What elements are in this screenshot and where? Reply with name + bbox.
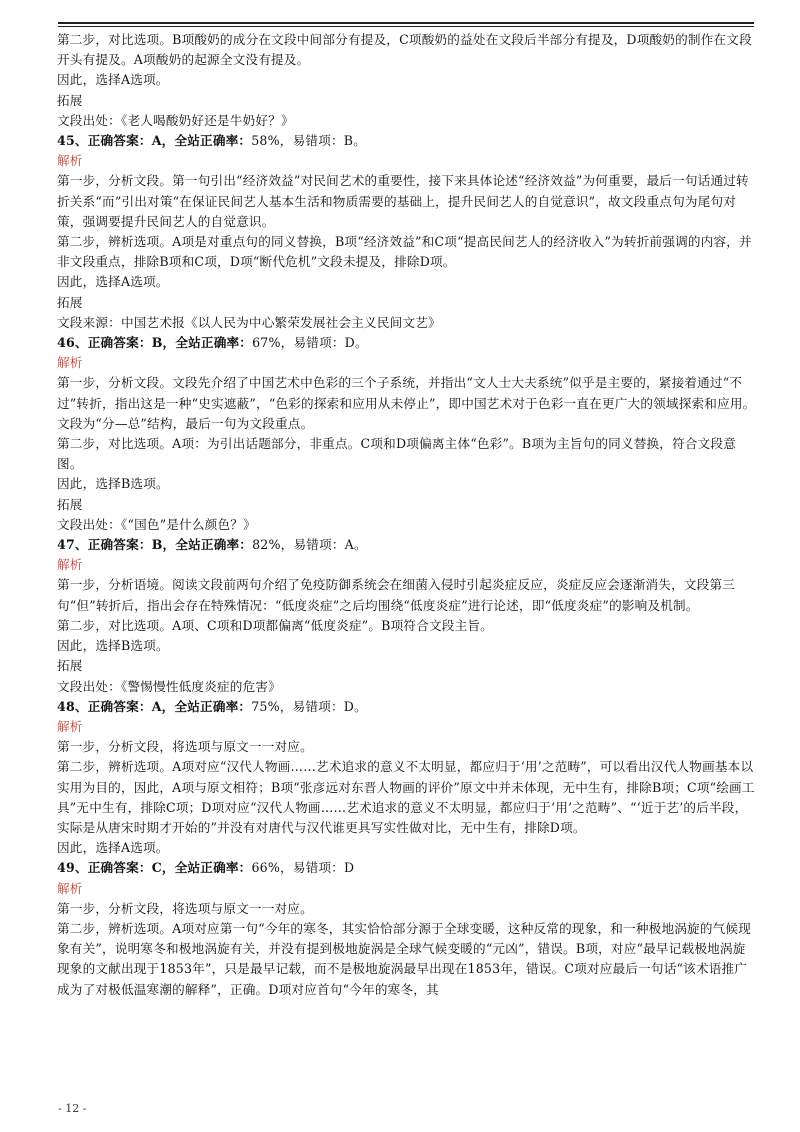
q46-answer-prefix: 46、正确答案：B，全站正确率：: [57, 335, 253, 351]
q45-analysis-label: 解析: [57, 153, 83, 169]
q44-source: 文段出处：《老人喝酸奶好还是牛奶好？》: [57, 112, 294, 128]
q47-step2: 第二步，对比选项。A项、C项和D项都偏离“低度炎症”。B项符合文段主旨。: [57, 617, 493, 633]
q48-step1: 第一步，分析文段，将选项与原文一一对应。: [57, 739, 313, 755]
q47-answer-prefix: 47、正确答案：B，全站正确率：: [57, 537, 253, 553]
q48-analysis-label: 解析: [57, 718, 83, 734]
q46-analysis-label: 解析: [57, 355, 83, 371]
q44-conclusion: 因此，选择A选项。: [57, 72, 169, 88]
q48-step2: 第二步，辨析选项。A项对应“汉代人物画……艺术追求的意义不太明显，都应归于‘用’之范畴”，可以看出汉代人物画基本以实用为目的，因此，A项与原文相符；B项“张彦远对东晋人物画的评价”原文中并未体现，无中生有，排除B项；C项“绘画工具”无中生有，排除C项；D项对应“汉代人物画……艺术追求的意义不太明显，都应归于‘用’之范畴”、“‘近于艺’的后半段，实际是从唐宋时期才开始的”并没有对唐代与汉代谁更具写实性做对比，无中生有，排除D项。: [57, 759, 755, 835]
q45-answer-rate: 58%，易错项：B。: [251, 133, 367, 149]
header-rule: [58, 22, 754, 27]
q44-step2: 第二步，对比选项。B项酸奶的成分在文段中间部分有提及，C项酸奶的益处在文段后半部分有提及，D项酸奶的制作在文段开头有提及。A项酸奶的起源全文没有提及。: [57, 32, 752, 68]
q45-conclusion: 因此，选择A选项。: [57, 274, 169, 290]
q45-answer-prefix: 45、正确答案：A，全站正确率：: [57, 133, 252, 149]
q47-extend-label: 拓展: [57, 658, 83, 674]
q48-answer-rate: 75%，易错项：D。: [251, 698, 367, 714]
q49-answer-line: [57, 858, 757, 878]
q45-answer-line: [57, 131, 757, 151]
q49-analysis-label: 解析: [57, 880, 83, 896]
q45-source: 文段来源：中国艺术报《以人民为中心繁荣发展社会主义民间文艺》: [57, 314, 441, 330]
q45-step1: 第一步，分析文段。第一句引出“经济效益”对民间艺术的重要性，接下来具体论述“经济效益”为何重要，最后一句话通过转折关系“而”引出对策“在保证民间艺人基本生活和物质需要的基础上，提升民间艺人的自觉意识”，故文段重点句为尾句对策，强调要提升民间艺人的自觉意识。: [57, 173, 749, 229]
q49-answer-prefix: 49、正确答案：C，全站正确率：: [57, 860, 252, 876]
q48-answer-line: [57, 697, 757, 717]
q46-step2: 第二步，对比选项。A项：为引出话题部分，非重点。C项和D项偏离主体“色彩”。B项为主旨句的同义替换，符合文段意图。: [57, 436, 737, 472]
q46-extend-label: 拓展: [57, 496, 83, 512]
q48-conclusion: 因此，选择A选项。: [57, 840, 169, 856]
q46-answer-line: [57, 333, 757, 353]
q49-answer-rate: 66%，易错项：D: [251, 860, 355, 876]
q46-step1: 第一步，分析文段。文段先介绍了中国艺术中色彩的三个子系统，并指出“文人士大夫系统”似乎是主要的，紧接着通过“不过”转折，指出这是一种“史实遮蔽”，“色彩的探索和应用从未停止”，即中国艺术对于色彩一直在更广大的领域探索和应用。文段为“分—总”结构，最后一句为文段重点。: [57, 375, 756, 431]
q47-answer-rate: 82%，易错项：A。: [252, 537, 367, 553]
q49-step1: 第一步，分析文段，将选项与原文一一对应。: [57, 900, 313, 916]
q46-conclusion: 因此，选择B选项。: [57, 476, 169, 492]
q48-answer-prefix: 48、正确答案：A，全站正确率：: [57, 698, 252, 714]
q47-answer-line: [57, 535, 757, 555]
q46-answer-rate: 67%，易错项：D。: [252, 335, 368, 351]
q46-source: 文段出处：《“国色”是什么颜色？》: [57, 516, 256, 532]
q49-step2: 第二步，辨析选项。A项对应第一句“今年的寒冬，其实恰恰部分源于全球变暖，这种反常的现象，和一种极地涡旋的气候现象有关”，说明寒冬和极地涡旋有关，并没有提到极地旋涡是全球气候变暖的“元凶”，错误。B项，对应“最早记载极地涡旋现象的文献出现于1853年”，只是最早记载，而不是极地旋涡最早出现在1853年，错误。C项对应最后一句话“该术语推广成为了对极低温寒潮的解释”，正确。D项对应首句“今年的寒冬，其: [57, 920, 752, 997]
q47-step1: 第一步，分析语境。阅读文段前两句介绍了免疫防御系统会在细菌入侵时引起炎症反应，炎症反应会逐渐消失，文段第三句“但”转折后，指出会存在特殊情况：“低度炎症”之后均围绕“低度炎症”进行论述，即“低度炎症”的影响及机制。: [57, 577, 736, 613]
q45-step2: 第二步，辨析选项。A项是对重点句的同义替换，B项“经济效益”和C项“提高民间艺人的经济收入”为转折前强调的内容，并非文段重点，排除B项和C项，D项“断代危机”文段未提及，排除D项。: [57, 234, 752, 270]
document-body: [57, 30, 757, 1000]
page-number: - 12 -: [58, 1102, 87, 1115]
q45-extend-label: 拓展: [57, 294, 83, 310]
q47-conclusion: 因此，选择B选项。: [57, 638, 169, 654]
q47-source: 文段出处：《警惕慢性低度炎症的危害》: [57, 678, 281, 694]
q44-extend-label: 拓展: [57, 92, 83, 108]
q47-analysis-label: 解析: [57, 557, 83, 573]
